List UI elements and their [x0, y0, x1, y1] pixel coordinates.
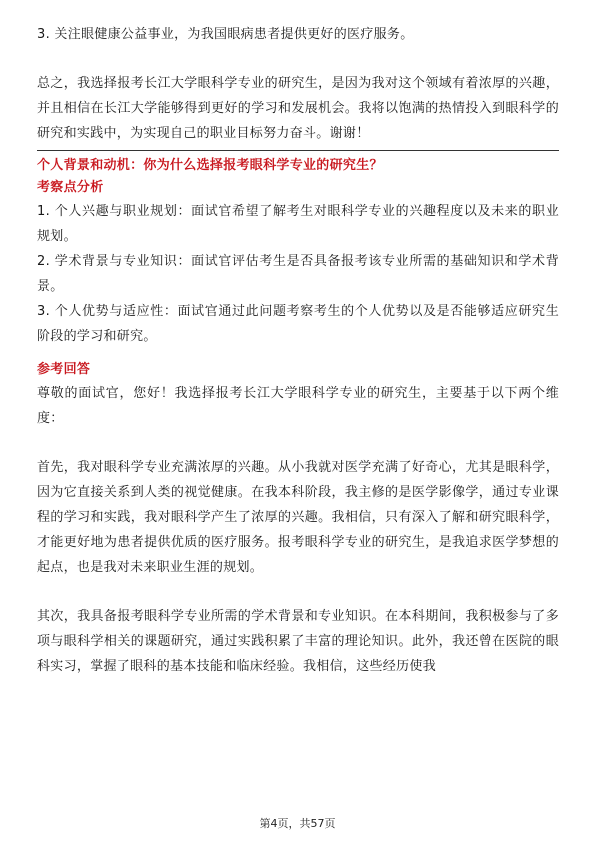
answer-heading: 参考回答 — [37, 362, 91, 377]
page-number-footer: 第4页，共57页 — [259, 817, 336, 830]
summary-paragraph: 总之，我选择报考长江大学眼科学专业的研究生，是因为我对这个领域有着浓厚的兴趣，并且相信在长江大学能够得到更好的学习和发展机会。我将以饱满的热情投入到眼科学的研究和实践中，为实现自己的职业目标努力奋斗。谢谢！ — [37, 76, 559, 141]
analysis-heading: 考察点分析 — [37, 180, 104, 195]
analysis-item-3: 3. 个人优势与适应性：面试官通过此问题考察考生的个人优势以及是否能够适应研究生阶段的学习和研究。 — [37, 304, 559, 344]
analysis-item-1: 1. 个人兴趣与职业规划：面试官希望了解考生对眼科学专业的兴趣程度以及未来的职业规划。 — [37, 204, 559, 244]
intro-list-item-3: 3. 关注眼健康公益事业，为我国眼病患者提供更好的医疗服务。 — [37, 27, 414, 42]
question-title: 个人背景和动机：你为什么选择报考眼科学专业的研究生？ — [37, 158, 383, 173]
answer-paragraph-3: 其次，我具备报考眼科学专业所需的学术背景和专业知识。在本科期间，我积极参与了多项与眼科学相关的课题研究，通过实践积累了丰富的理论知识。此外，我还曾在医院的眼科实习，掌握了眼科的基本技能和临床经验。我相信，这些经历使我 — [37, 609, 559, 674]
analysis-item-2: 2. 学术背景与专业知识：面试官评估考生是否具备报考该专业所需的基础知识和学术背景。 — [37, 254, 559, 294]
section-divider — [37, 150, 559, 151]
page-content — [37, 22, 559, 679]
answer-paragraph-2: 首先，我对眼科学专业充满浓厚的兴趣。从小我就对医学充满了好奇心，尤其是眼科学，因为它直接关系到人类的视觉健康。在我本科阶段，我主修的是医学影像学，通过专业课程的学习和实践，我对眼科学产生了浓厚的兴趣。我相信，只有深入了解和研究眼科学，才能更好地为患者提供优质的医疗服务。报考眼科学专业的研究生，是我追求医学梦想的起点，也是我对未来职业生涯的规划。 — [37, 460, 559, 575]
answer-paragraph-1: 尊敬的面试官，您好！我选择报考长江大学眼科学专业的研究生，主要基于以下两个维度： — [37, 386, 559, 426]
